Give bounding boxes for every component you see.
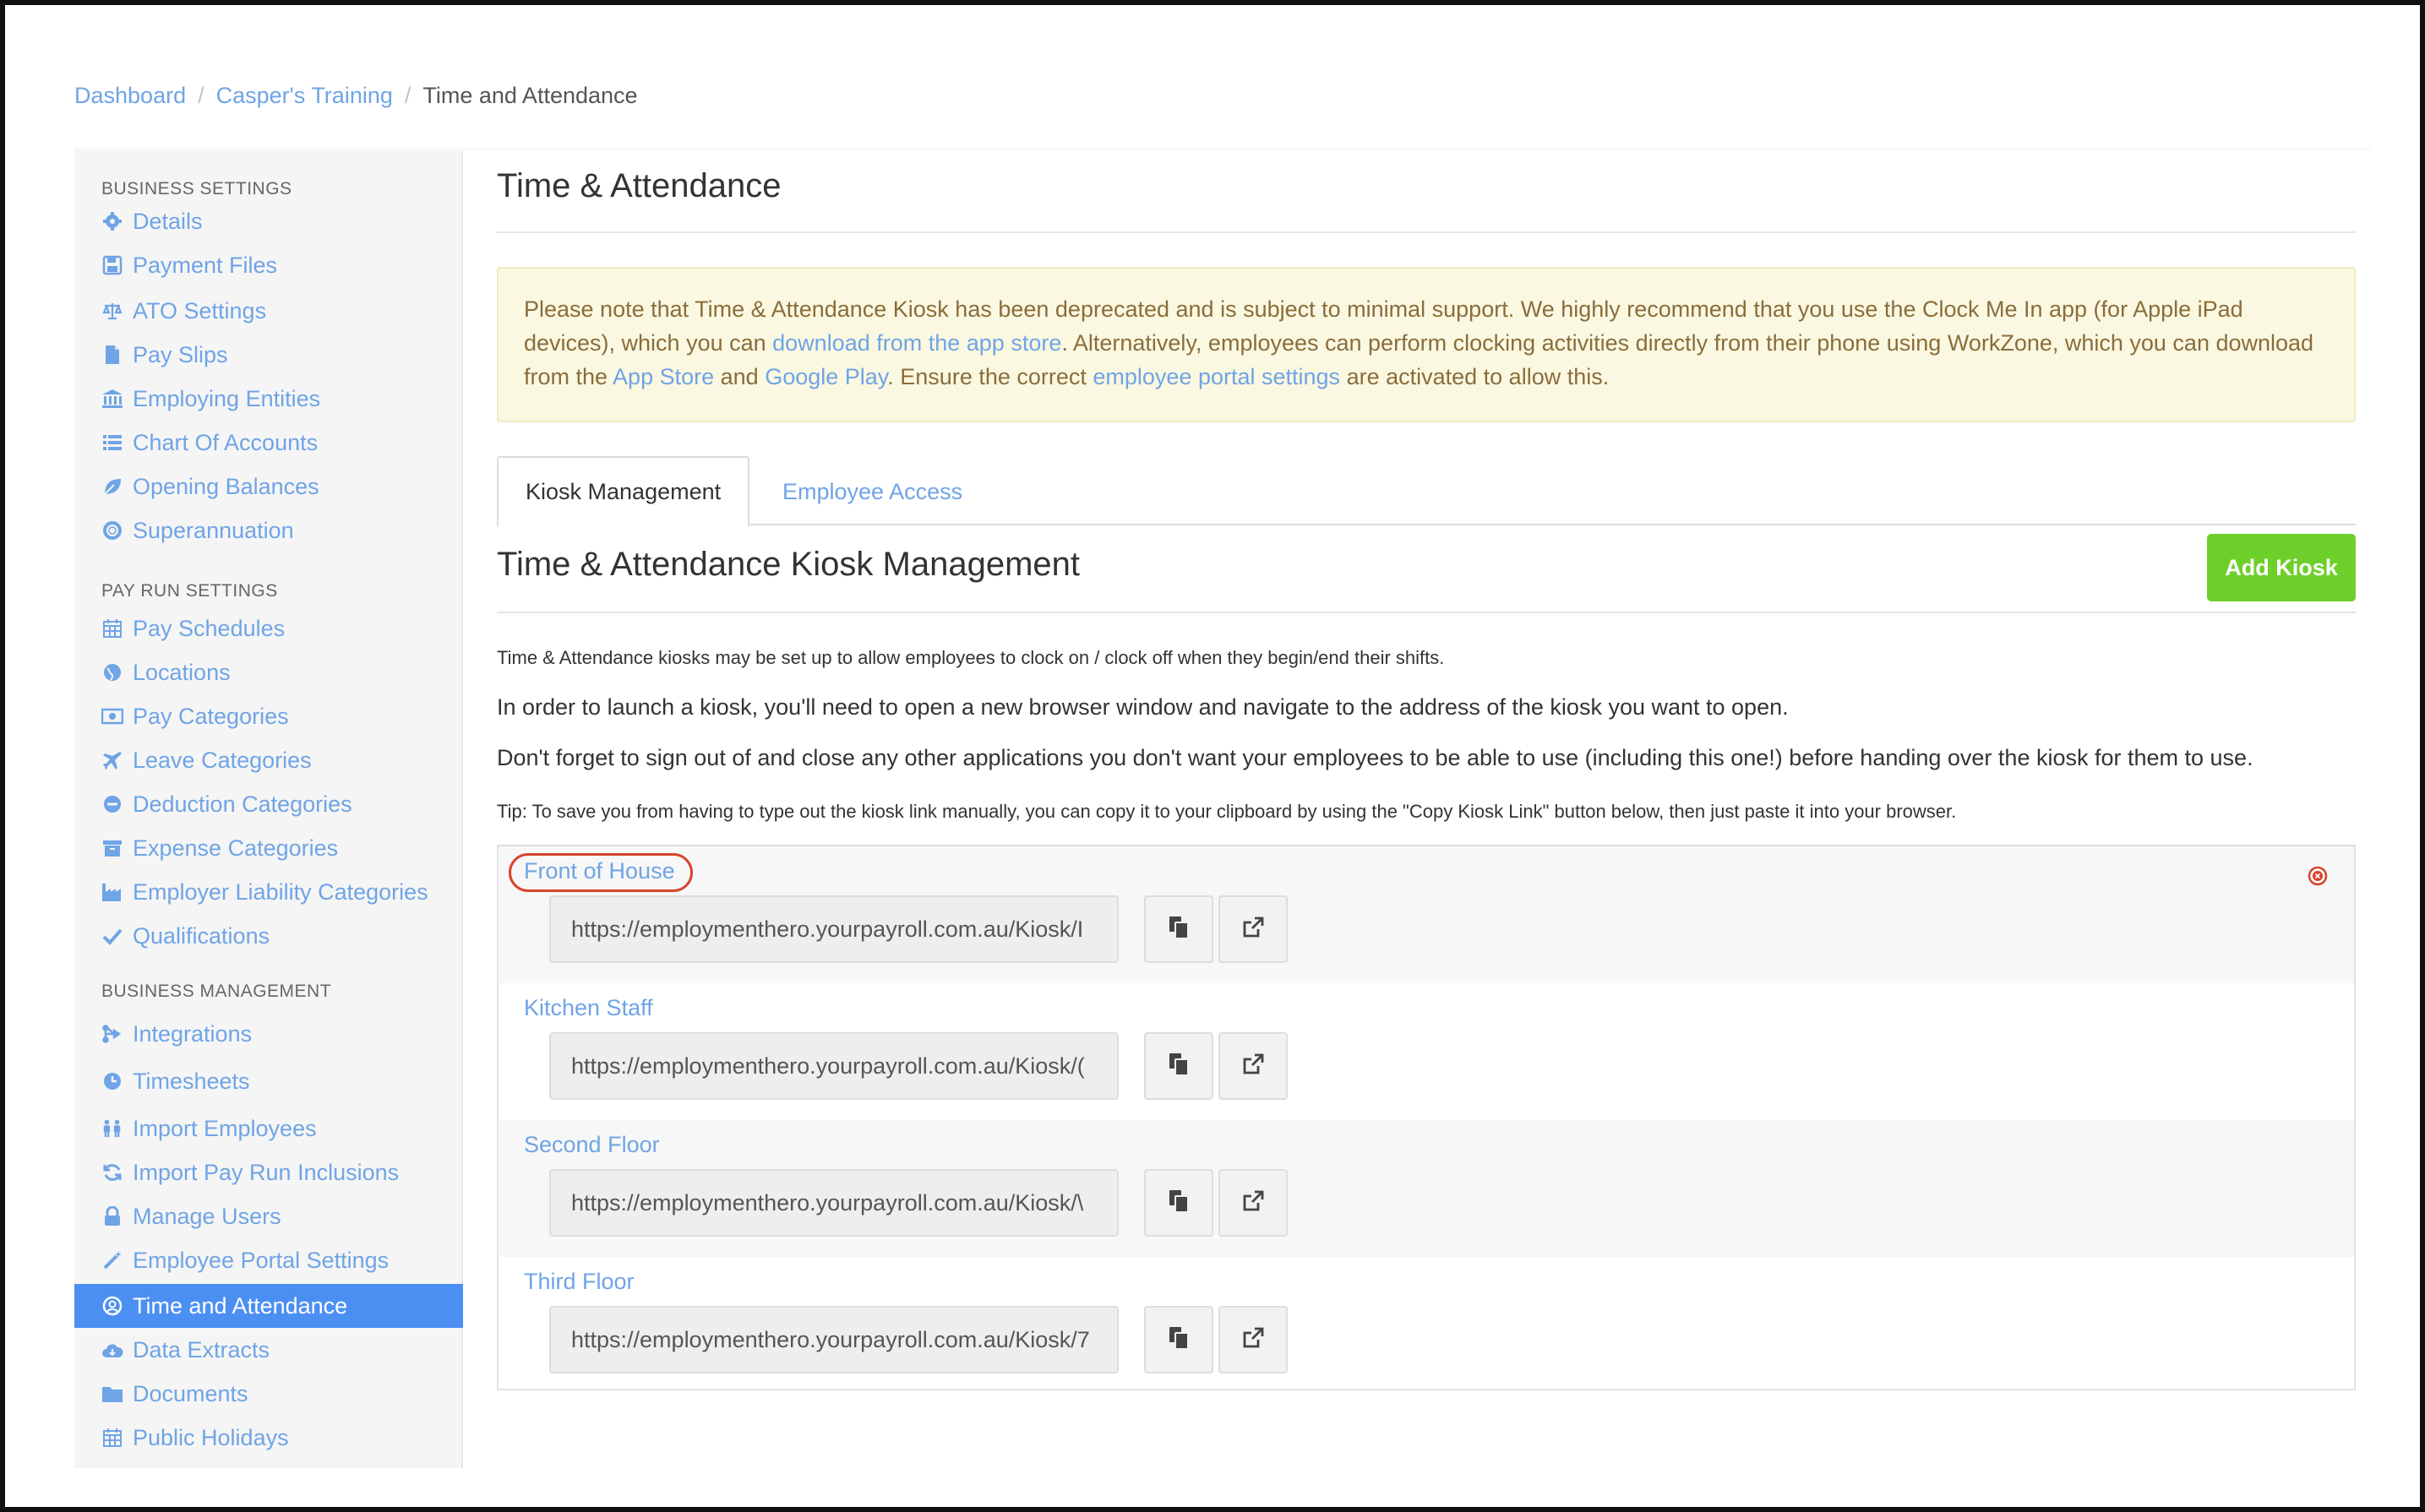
- sidebar-item-label: Time and Attendance: [133, 1292, 348, 1319]
- title-divider: [497, 231, 2356, 233]
- lock-icon: [101, 1205, 123, 1227]
- sidebar-item-label: Employer Liability Categories: [133, 878, 428, 905]
- minus-circle-icon: [101, 793, 123, 815]
- breadcrumb-business[interactable]: Casper's Training: [215, 83, 393, 108]
- money-icon: [101, 705, 123, 727]
- sidebar-item-employee-portal-settings[interactable]: [74, 1238, 463, 1282]
- sidebar-item-label: Qualifications: [133, 922, 270, 949]
- sidebar-item-time-and-attendance[interactable]: [74, 1284, 463, 1328]
- sidebar-item-public-holidays[interactable]: [74, 1416, 463, 1460]
- header-divider: [74, 149, 2371, 150]
- remove-kiosk-icon[interactable]: [2307, 865, 2329, 887]
- sidebar-item-label: Public Holidays: [133, 1424, 289, 1450]
- sidebar-item-label: Data Extracts: [133, 1336, 270, 1362]
- sidebar-item-import-pay-run-inclusions[interactable]: [74, 1150, 463, 1194]
- copy-icon: [1167, 915, 1191, 944]
- cloud-download-icon: [101, 1339, 123, 1361]
- check-icon: [101, 925, 123, 947]
- list-icon: [101, 432, 123, 454]
- deprecation-alert: [497, 267, 2356, 422]
- wand-icon: [101, 1249, 123, 1271]
- sidebar-item-ato-settings[interactable]: [74, 289, 463, 333]
- sidebar-item-label: Locations: [133, 659, 231, 685]
- sidebar-item-label: Pay Categories: [133, 703, 289, 729]
- sidebar-item-payment-files[interactable]: [74, 243, 463, 287]
- sidebar-item-label: Employee Portal Settings: [133, 1247, 390, 1273]
- sidebar-item-pay-categories[interactable]: [74, 694, 463, 738]
- page-title: Time & Attendance: [497, 167, 782, 204]
- section-title: Time & Attendance Kiosk Management: [497, 546, 1080, 583]
- sidebar-item-label: Deduction Categories: [133, 791, 352, 817]
- kiosk-row: [499, 846, 2354, 983]
- kiosk-name-link[interactable]: Second Floor: [524, 1132, 660, 1157]
- factory-icon: [101, 881, 123, 903]
- add-kiosk-button[interactable]: Add Kiosk: [2207, 534, 2356, 601]
- sidebar-item-timesheets[interactable]: [74, 1059, 463, 1103]
- scale-icon: [101, 300, 123, 322]
- sidebar-item-label: Integrations: [133, 1020, 253, 1047]
- breadcrumb-separator: /: [404, 83, 411, 108]
- kiosk-url-field[interactable]: [549, 1169, 1119, 1237]
- sidebar-item-superannuation[interactable]: [74, 509, 463, 552]
- section-divider: [497, 612, 2356, 613]
- sidebar-item-deduction-categories[interactable]: [74, 782, 463, 826]
- kiosk-row: [499, 1120, 2354, 1257]
- save-icon: [101, 254, 123, 276]
- kiosk-url-field[interactable]: [549, 1032, 1119, 1100]
- sidebar-item-qualifications[interactable]: [74, 914, 463, 958]
- sidebar-item-employer-liability-categories[interactable]: [74, 870, 463, 914]
- copy-kiosk-link-button[interactable]: [1144, 1169, 1213, 1237]
- sidebar-item-import-employees[interactable]: [74, 1107, 463, 1150]
- external-link-icon: [1241, 1052, 1265, 1080]
- breadcrumb-dashboard[interactable]: Dashboard: [74, 83, 187, 108]
- kiosk-url-field[interactable]: [549, 895, 1119, 963]
- sidebar-item-label: Documents: [133, 1380, 248, 1406]
- sidebar-item-label: Pay Schedules: [133, 615, 286, 641]
- users-icon: [101, 1118, 123, 1139]
- sidebar-item-label: Manage Users: [133, 1203, 281, 1229]
- lifebuoy-icon: [101, 519, 123, 541]
- sidebar-item-label: Opening Balances: [133, 473, 319, 499]
- kiosk-row: [499, 1257, 2354, 1394]
- breadcrumb-current: Time and Attendance: [422, 83, 638, 108]
- sidebar-item-label: Pay Slips: [133, 341, 228, 367]
- copy-icon: [1167, 1052, 1191, 1081]
- calendar-icon: [101, 617, 123, 639]
- alert-text: . Ensure the correct: [887, 364, 1093, 389]
- sidebar-item-expense-categories[interactable]: [74, 826, 463, 870]
- sidebar-item-label: Expense Categories: [133, 835, 339, 861]
- tab-kiosk-management[interactable]: Kiosk Management: [497, 456, 749, 527]
- sidebar-item-documents[interactable]: [74, 1372, 463, 1416]
- breadcrumb-separator: /: [198, 83, 204, 108]
- kiosk-intro-text: Time & Attendance kiosks may be set up to allow employees to clock on / clock off when they begin/end their shifts.: [497, 647, 1445, 668]
- sidebar-item-integrations[interactable]: [74, 1012, 463, 1056]
- sidebar-item-employing-entities[interactable]: [74, 377, 463, 421]
- refresh-icon: [101, 1161, 123, 1183]
- kiosk-name-link[interactable]: Kitchen Staff: [524, 995, 653, 1020]
- sidebar-item-manage-users[interactable]: [74, 1194, 463, 1238]
- alert-text: Please note that Time & Attendance Kiosk has been deprecated and is subject to minimal support. We highly recommend that you use the Clock Me In app (for Apple iPad devices), which you can: [524, 296, 2243, 356]
- sidebar-item-label: Import Employees: [133, 1115, 317, 1141]
- settings-sidebar: [74, 150, 463, 1468]
- copy-icon: [1167, 1325, 1191, 1355]
- breadcrumb: [74, 83, 638, 109]
- plane-icon: [101, 749, 123, 771]
- kiosk-url-field[interactable]: [549, 1306, 1119, 1373]
- sidebar-heading-business-settings: BUSINESS SETTINGS: [101, 179, 292, 199]
- kiosk-tip-text: Tip: To save you from having to type out the kiosk link manually, you can copy it to your clipboard by using the "Copy Kiosk Link" button below, then just paste it into your browser.: [497, 801, 1957, 822]
- copy-kiosk-link-button[interactable]: [1144, 1306, 1213, 1373]
- sidebar-item-label: Payment Files: [133, 252, 278, 278]
- alert-text: . Alternatively, employees can perform clocking activities directly from their phone using WorkZone, which you can download from the: [524, 330, 2314, 389]
- sidebar-item-chart-of-accounts[interactable]: [74, 421, 463, 465]
- folder-icon: [101, 1383, 123, 1405]
- sidebar-item-label: Details: [133, 208, 203, 234]
- user-circle-icon: [101, 1295, 123, 1317]
- sidebar-heading-pay-run-settings: PAY RUN SETTINGS: [101, 581, 278, 601]
- copy-kiosk-link-button[interactable]: [1144, 1032, 1213, 1100]
- sidebar-item-label: ATO Settings: [133, 297, 267, 324]
- open-kiosk-button[interactable]: [1218, 1306, 1288, 1373]
- external-link-icon: [1241, 1189, 1265, 1217]
- open-kiosk-button[interactable]: [1218, 1032, 1288, 1100]
- sidebar-heading-business-management: BUSINESS MANAGEMENT: [101, 982, 332, 1001]
- sidebar-item-label: Superannuation: [133, 517, 294, 543]
- alert-text: and: [714, 364, 766, 389]
- sidebar-item-label: Import Pay Run Inclusions: [133, 1159, 400, 1185]
- sidebar-item-opening-balances[interactable]: [74, 465, 463, 509]
- kiosk-launch-text: In order to launch a kiosk, you'll need to open a new browser window and navigate to the address of the kiosk you want to open.: [497, 694, 1789, 720]
- sidebar-item-details[interactable]: [74, 199, 463, 243]
- sidebar-item-label: Timesheets: [133, 1068, 250, 1094]
- archive-icon: [101, 837, 123, 859]
- clock-icon: [101, 1070, 123, 1092]
- sidebar-item-pay-schedules[interactable]: [74, 606, 463, 650]
- open-kiosk-button[interactable]: [1218, 895, 1288, 963]
- alert-text: are activated to allow this.: [1340, 364, 1610, 389]
- sidebar-item-label: Chart Of Accounts: [133, 429, 319, 455]
- leaf-icon: [101, 476, 123, 498]
- kiosk-name-link[interactable]: Front of House: [524, 858, 675, 884]
- sidebar-item-locations[interactable]: [74, 650, 463, 694]
- sidebar-item-label: Employing Entities: [133, 385, 321, 411]
- sidebar-item-data-extracts[interactable]: [74, 1328, 463, 1372]
- external-link-icon: [1241, 1326, 1265, 1354]
- kiosk-list: [497, 845, 2356, 1390]
- external-link-icon: [1241, 916, 1265, 944]
- copy-icon: [1167, 1188, 1191, 1218]
- kiosk-row: [499, 983, 2354, 1120]
- tab-bar: [497, 456, 2356, 525]
- sidebar-item-pay-slips[interactable]: [74, 333, 463, 377]
- app-store-download-link[interactable]: download from the app store: [772, 330, 1062, 356]
- kiosk-signout-text: Don't forget to sign out of and close any other applications you don't want your employees to be able to use (including this one!) before handing over the kiosk for them to use.: [497, 745, 2253, 770]
- file-icon: [101, 344, 123, 366]
- gear-icon: [101, 210, 123, 232]
- sidebar-item-leave-categories[interactable]: [74, 738, 463, 782]
- bank-icon: [101, 388, 123, 410]
- kiosk-name-link[interactable]: Third Floor: [524, 1269, 635, 1294]
- open-kiosk-button[interactable]: [1218, 1169, 1288, 1237]
- tab-employee-access[interactable]: Employee Access: [782, 478, 963, 504]
- employee-portal-settings-link[interactable]: employee portal settings: [1093, 364, 1341, 389]
- sidebar-item-label: Leave Categories: [133, 747, 312, 773]
- app-store-link[interactable]: App Store: [613, 364, 715, 389]
- fork-icon: [101, 1023, 123, 1045]
- globe-icon: [101, 661, 123, 683]
- copy-kiosk-link-button[interactable]: [1144, 895, 1213, 963]
- google-play-link[interactable]: Google Play: [765, 364, 888, 389]
- calendar-icon: [101, 1427, 123, 1449]
